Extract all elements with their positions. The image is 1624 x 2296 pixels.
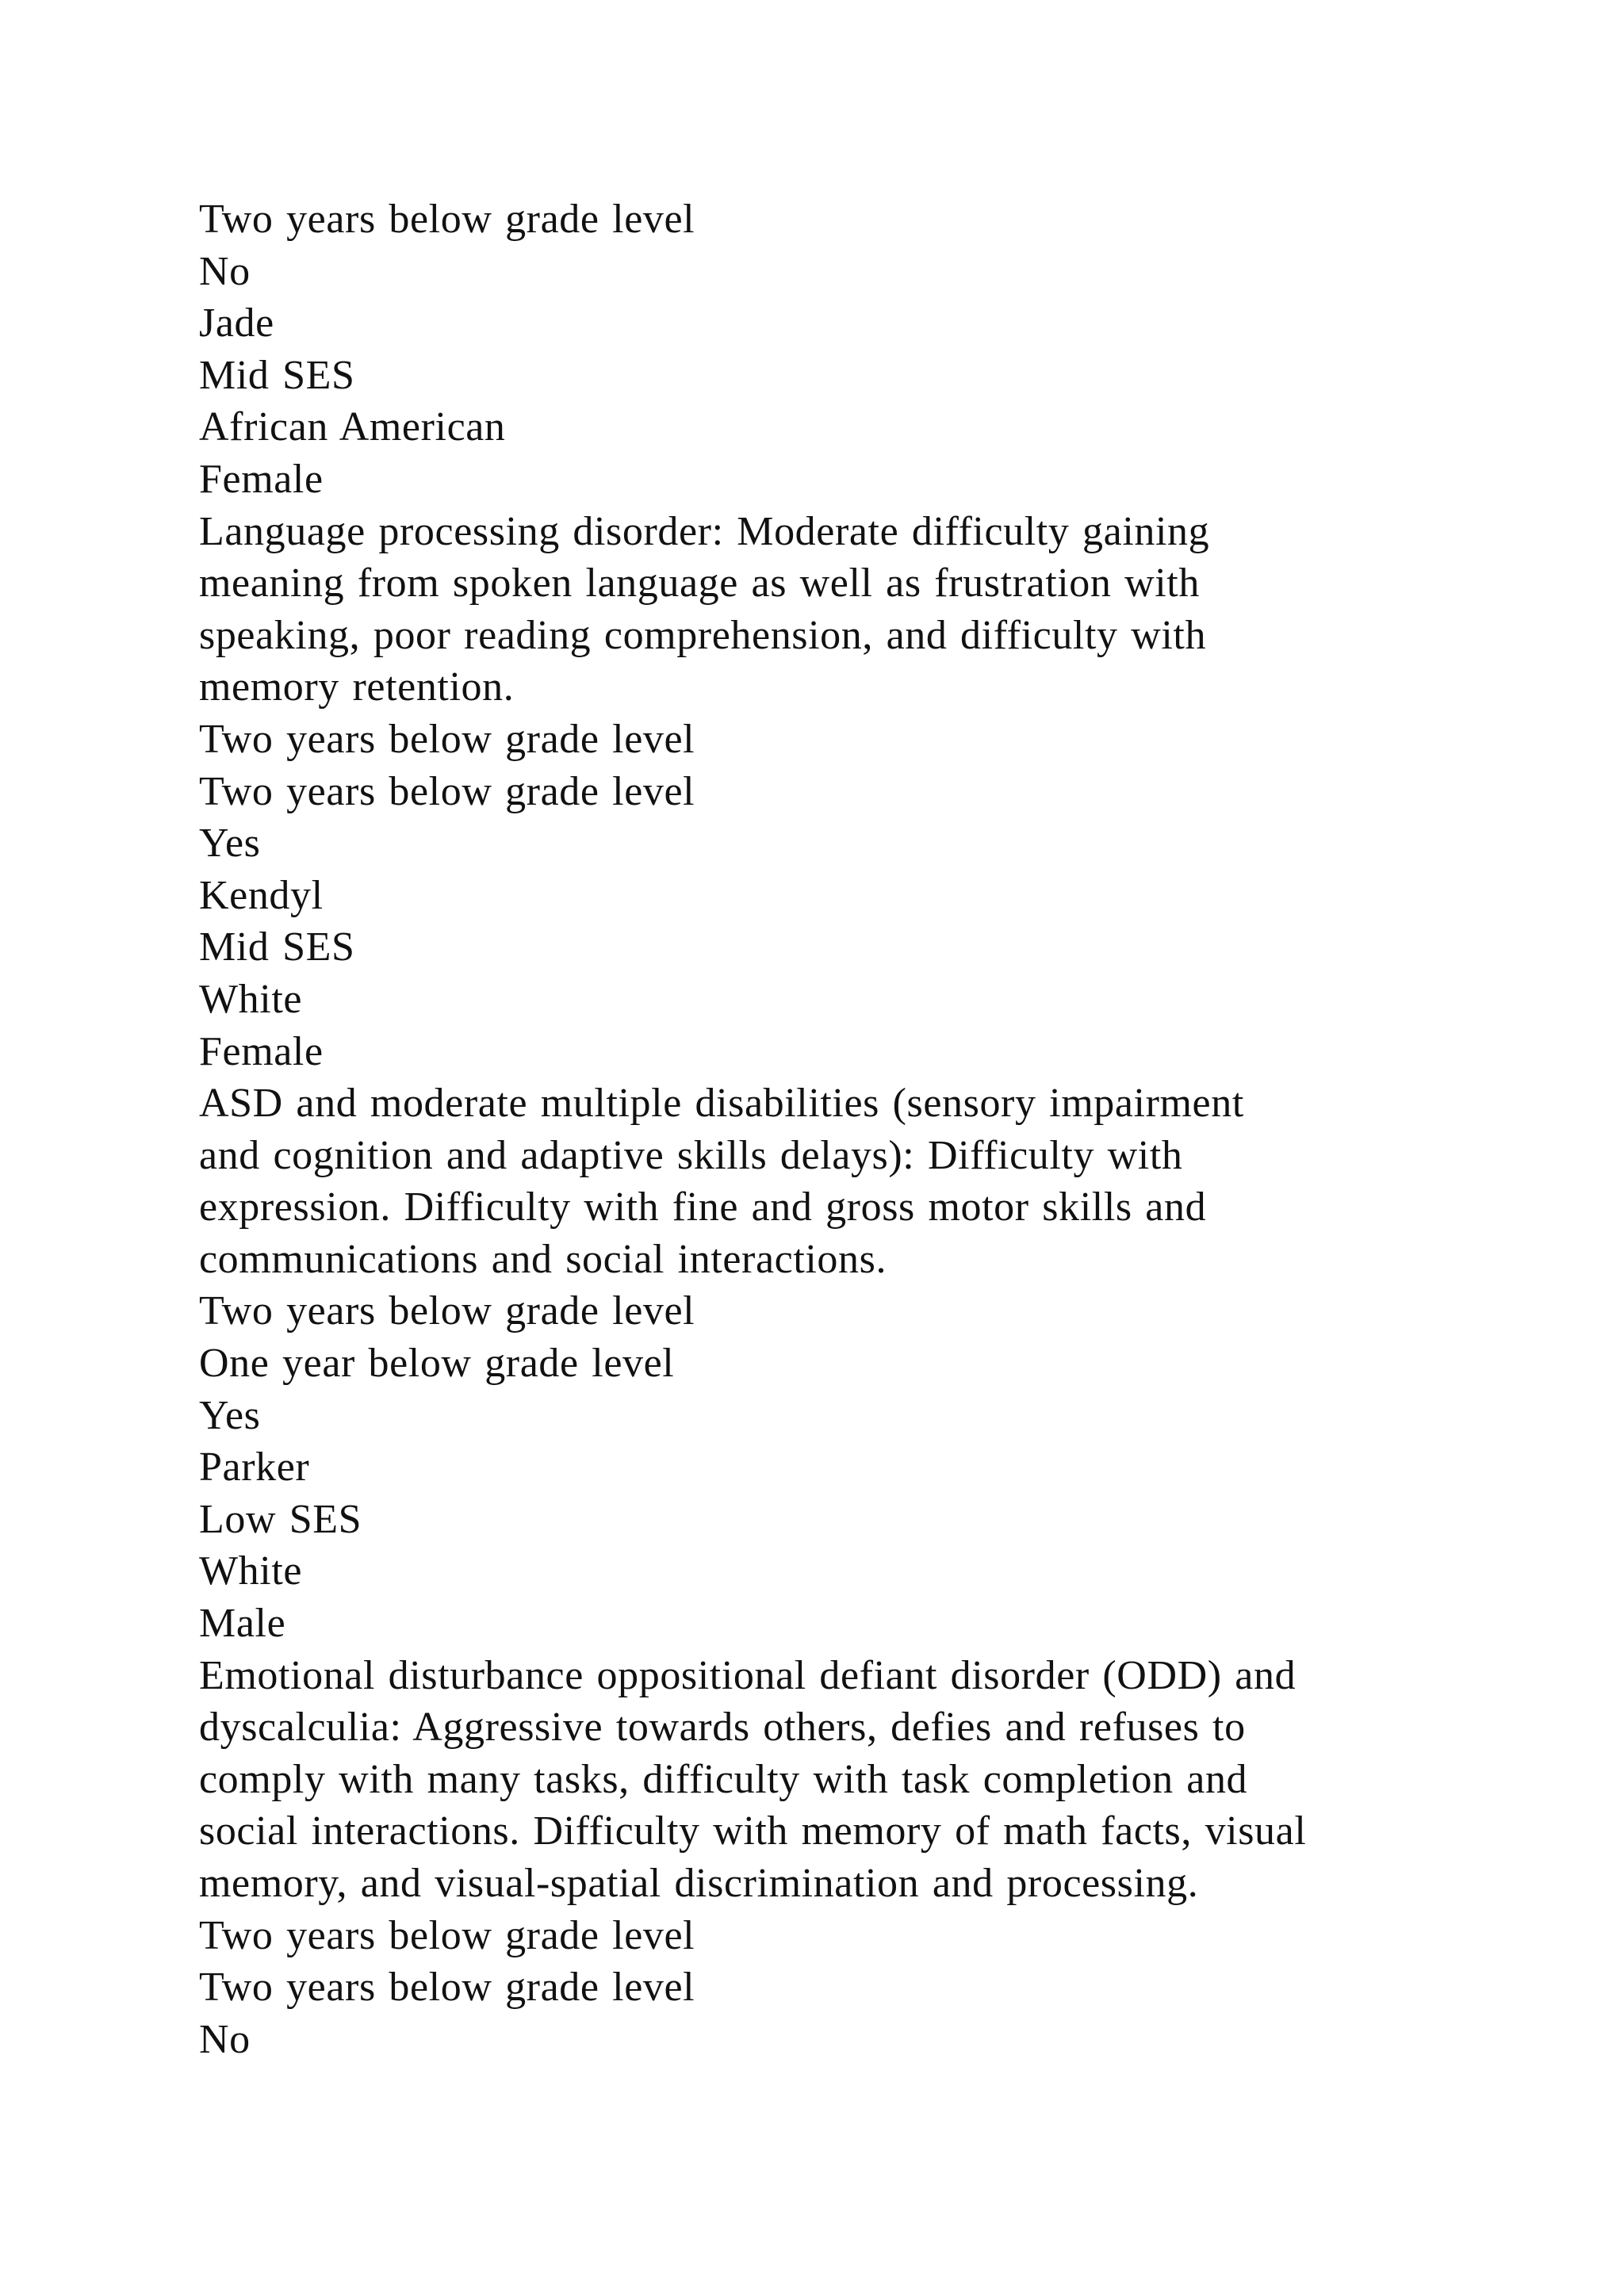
text-line-gender: Female — [199, 1028, 324, 1074]
text-line-ethnicity: White — [199, 1548, 303, 1594]
text-line-gender: Male — [199, 1601, 286, 1647]
text-line-iep-status: Yes — [199, 821, 261, 867]
text-line-math-level: Two years below grade level — [199, 768, 695, 814]
text-line-ethnicity: White — [199, 976, 303, 1022]
text-line-disability-description: and cognition and adaptive skills delays): Difficulty with — [199, 1132, 1183, 1178]
text-line-disability-description: speaking, poor reading comprehension, and difficulty with — [199, 612, 1207, 658]
text-line-ses: Mid SES — [199, 352, 355, 398]
text-line-disability-description: communications and social interactions. — [199, 1236, 887, 1282]
text-line-reading-level: Two years below grade level — [199, 197, 695, 242]
text-line-student-name: Parker — [199, 1445, 310, 1490]
text-line-disability-description: dyscalculia: Aggressive towards others, defies and refuses to — [199, 1705, 1246, 1751]
text-line-disability-description: memory, and visual-spatial discrimination and processing. — [199, 1861, 1199, 1906]
text-line-ethnicity: African American — [199, 404, 506, 450]
text-line-reading-level: Two years below grade level — [199, 716, 695, 762]
text-line-ses: Mid SES — [199, 924, 355, 970]
text-line-reading-level: Two years below grade level — [199, 1912, 695, 1958]
document-body — [199, 193, 1468, 2065]
text-line-gender: Female — [199, 456, 324, 502]
text-line-disability-description: memory retention. — [199, 664, 515, 710]
text-line-math-level: One year below grade level — [199, 1341, 675, 1387]
text-line-disability-description: ASD and moderate multiple disabilities (sensory impairment — [199, 1081, 1244, 1127]
text-line-iep-status: Yes — [199, 1392, 261, 1438]
text-line-reading-level: Two years below grade level — [199, 1288, 695, 1334]
text-line-disability-description: expression. Difficulty with fine and gross motor skills and — [199, 1184, 1207, 1230]
text-line-disability-description: Language processing disorder: Moderate difficulty gaining — [199, 508, 1210, 554]
text-line-disability-description: comply with many tasks, difficulty with task completion and — [199, 1756, 1248, 1802]
text-line-disability-description: meaning from spoken language as well as frustration with — [199, 561, 1200, 607]
text-line-iep-status: No — [199, 2016, 251, 2062]
text-line-disability-description: Emotional disturbance oppositional defiant disorder (ODD) and — [199, 1652, 1297, 1698]
text-line-ses: Low SES — [199, 1496, 362, 1542]
text-line-iep-status: No — [199, 248, 251, 294]
text-line-student-name: Jade — [199, 300, 274, 346]
text-line-math-level: Two years below grade level — [199, 1965, 695, 2011]
text-line-disability-description: social interactions. Difficulty with memory of math facts, visual — [199, 1808, 1307, 1854]
text-line-student-name: Kendyl — [199, 872, 324, 918]
